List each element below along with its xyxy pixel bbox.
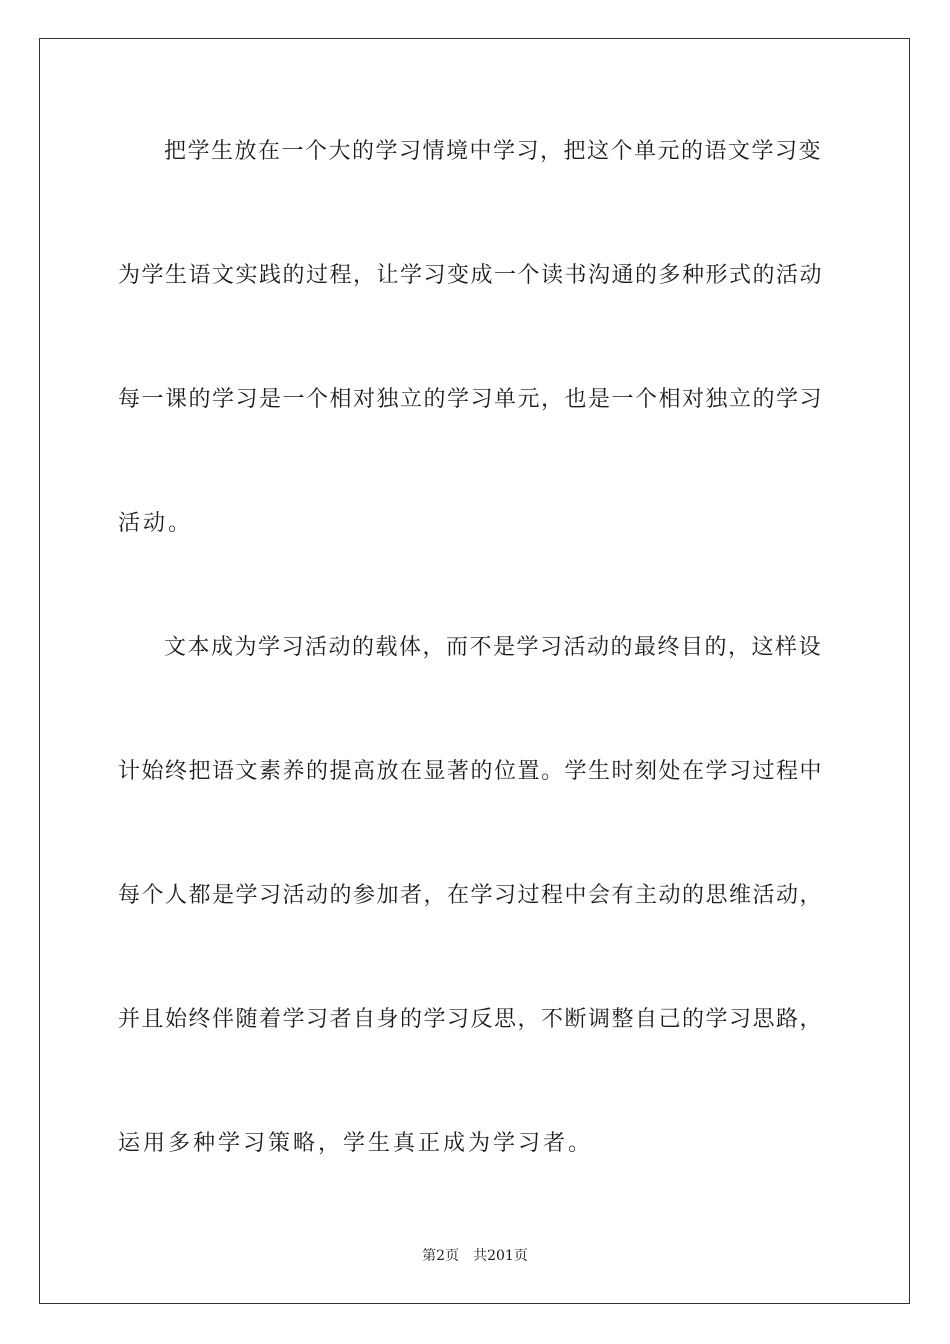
paragraph-line: 每一课的学习是一个相对独立的学习单元，也是一个相对独立的学习 <box>118 387 824 412</box>
page-number: 第2页 <box>422 1248 460 1264</box>
paragraph-line: 计始终把语文素养的提高放在显著的位置。学生时刻处在学习过程中 <box>118 759 824 784</box>
paragraph-line: 每个人都是学习活动的参加者，在学习过程中会有主动的思维活动， <box>118 883 824 908</box>
paragraph-line: 运用多种学习策略，学生真正成为学习者。 <box>118 1131 594 1156</box>
paragraph-line: 活动。 <box>118 511 194 536</box>
page-total: 共201页 <box>473 1248 528 1264</box>
page-border <box>39 38 910 1304</box>
paragraph-line: 把学生放在一个大的学习情境中学习，把这个单元的语文学习变 <box>164 139 823 164</box>
paragraph-line: 为学生语文实践的过程，让学习变成一个读书沟通的多种形式的活动 <box>118 263 824 288</box>
page-footer <box>0 1246 950 1266</box>
paragraph-line: 文本成为学习活动的载体，而不是学习活动的最终目的，这样设 <box>164 635 823 660</box>
paragraph-line: 并且始终伴随着学习者自身的学习反思，不断调整自己的学习思路， <box>118 1007 824 1032</box>
